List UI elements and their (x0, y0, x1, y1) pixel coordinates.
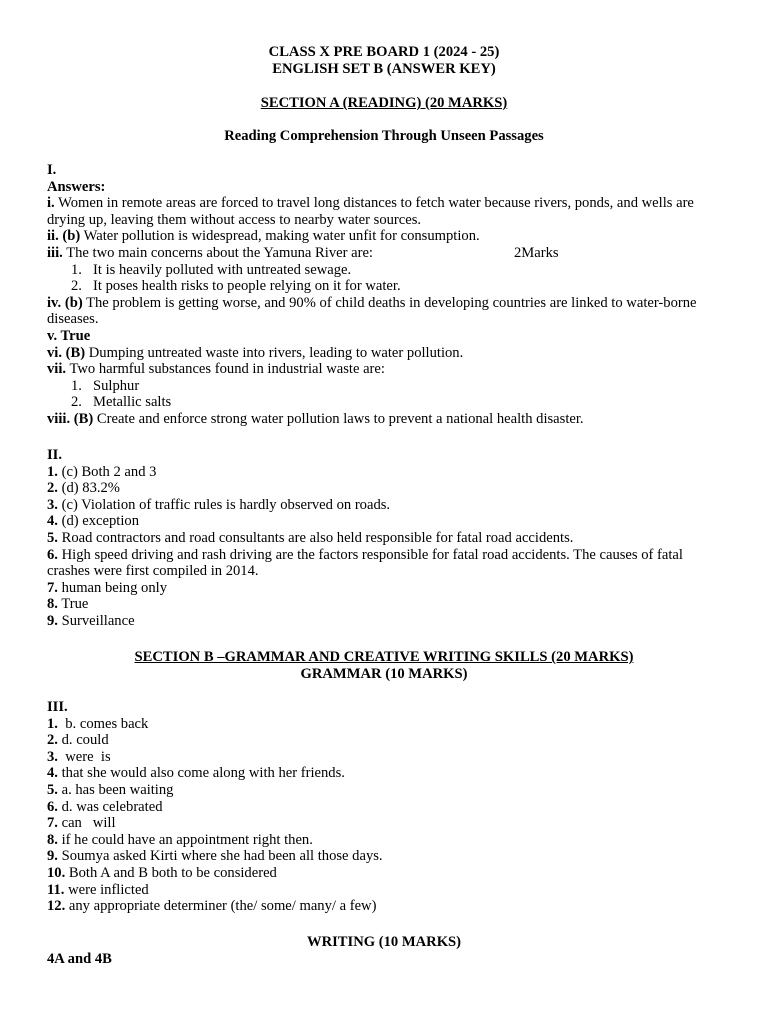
grammar-heading: GRAMMAR (10 MARKS) (300, 666, 468, 682)
list-item: 7. human being only (47, 579, 167, 596)
q1-answer-vii: vii. Two harmful substances found in industrial waste are: (47, 361, 385, 378)
list-item: 2. Metallic salts (71, 394, 172, 411)
section-b-heading-wrap (0, 649, 768, 666)
question-1-block (47, 162, 727, 428)
list-item: 2. (d) 83.2% (47, 480, 120, 497)
list-item: 11. were inflicted (47, 881, 149, 898)
q1-answer-iii: iii. The two main concerns about the Yamuna River are: 2Marks (47, 244, 559, 261)
question-3-block (47, 699, 727, 915)
q1-number: I. (47, 162, 57, 178)
list-item: 3. (c) Violation of traffic rules is hardly observed on roads. (47, 496, 391, 513)
q3-number: III. (47, 699, 68, 715)
q1-answer-v: v. True (47, 327, 91, 344)
list-item: 10. Both A and B both to be considered (47, 864, 277, 881)
list-item: 2. It poses health risks to people relying on it for water. (71, 278, 401, 295)
list-item: 12. any appropriate determiner (the/ some/ many/ a few) (47, 898, 377, 915)
list-item: 6. High speed driving and rash driving are the factors responsible for fatal road accidents. The causes of fatal crashes were first compiled in 2014. (47, 546, 683, 580)
doc-title-line1: CLASS X PRE BOARD 1 (2024 - 25) (268, 44, 500, 60)
marks-label: 2Marks (514, 244, 559, 261)
question-2-block (47, 447, 727, 630)
list-item: 1. Sulphur (71, 377, 140, 394)
answers-label: Answers: (47, 178, 106, 195)
writing-heading: WRITING (10 MARKS) (306, 934, 462, 950)
section-a-heading-wrap (0, 95, 768, 112)
section-b-heading: SECTION B –GRAMMAR AND CREATIVE WRITING SKILLS (20 MARKS) (134, 649, 634, 665)
q1-answer-ii: ii. (b) Water pollution is widespread, making water unfit for consumption. (47, 228, 480, 245)
section-a-heading: SECTION A (READING) (20 MARKS) (260, 95, 508, 111)
reading-subheading: Reading Comprehension Through Unseen Passages (224, 128, 544, 144)
list-item: 4. that she would also come along with her friends. (47, 765, 345, 782)
list-item: 9. Soumya asked Kirti where she had been all those days. (47, 848, 383, 865)
q1-answer-iv: iv. (b) The problem is getting worse, and 90% of child deaths in developing countries are linked to water-borne diseases. (47, 294, 697, 328)
list-item: 7. can will (47, 815, 116, 832)
list-item: 1. b. comes back (47, 715, 149, 732)
list-item: 5. a. has been waiting (47, 781, 174, 798)
q1-answer-viii: viii. (B) Create and enforce strong water pollution laws to prevent a national health disaster. (47, 410, 584, 427)
writing-sub-wrap (47, 951, 727, 968)
writing-subheading: 4A and 4B (47, 951, 112, 967)
list-item: 9. Surveillance (47, 612, 135, 629)
list-item: 8. True (47, 596, 89, 613)
q1-answer-i: i. Women in remote areas are forced to travel long distances to fetch water because rivers, ponds, and wells are drying up, leaving them without access to nearby water sources. (47, 195, 694, 228)
doc-title-line2: ENGLISH SET B (ANSWER KEY) (272, 61, 496, 77)
list-item: 5. Road contractors and road consultants are also held responsible for fatal road accidents. (47, 529, 574, 546)
list-item: 8. if he could have an appointment right then. (47, 831, 313, 848)
list-item: 3. were is (47, 748, 111, 765)
q1-answer-vi: vi. (B) Dumping untreated waste into rivers, leading to water pollution. (47, 344, 464, 361)
list-item: 4. (d) exception (47, 513, 139, 530)
q2-number: II. (47, 447, 63, 463)
list-item: 6. d. was celebrated (47, 798, 163, 815)
list-item: 2. d. could (47, 732, 109, 749)
list-item: 1. It is heavily polluted with untreated sewage. (71, 261, 352, 278)
list-item: 1. (c) Both 2 and 3 (47, 463, 157, 480)
